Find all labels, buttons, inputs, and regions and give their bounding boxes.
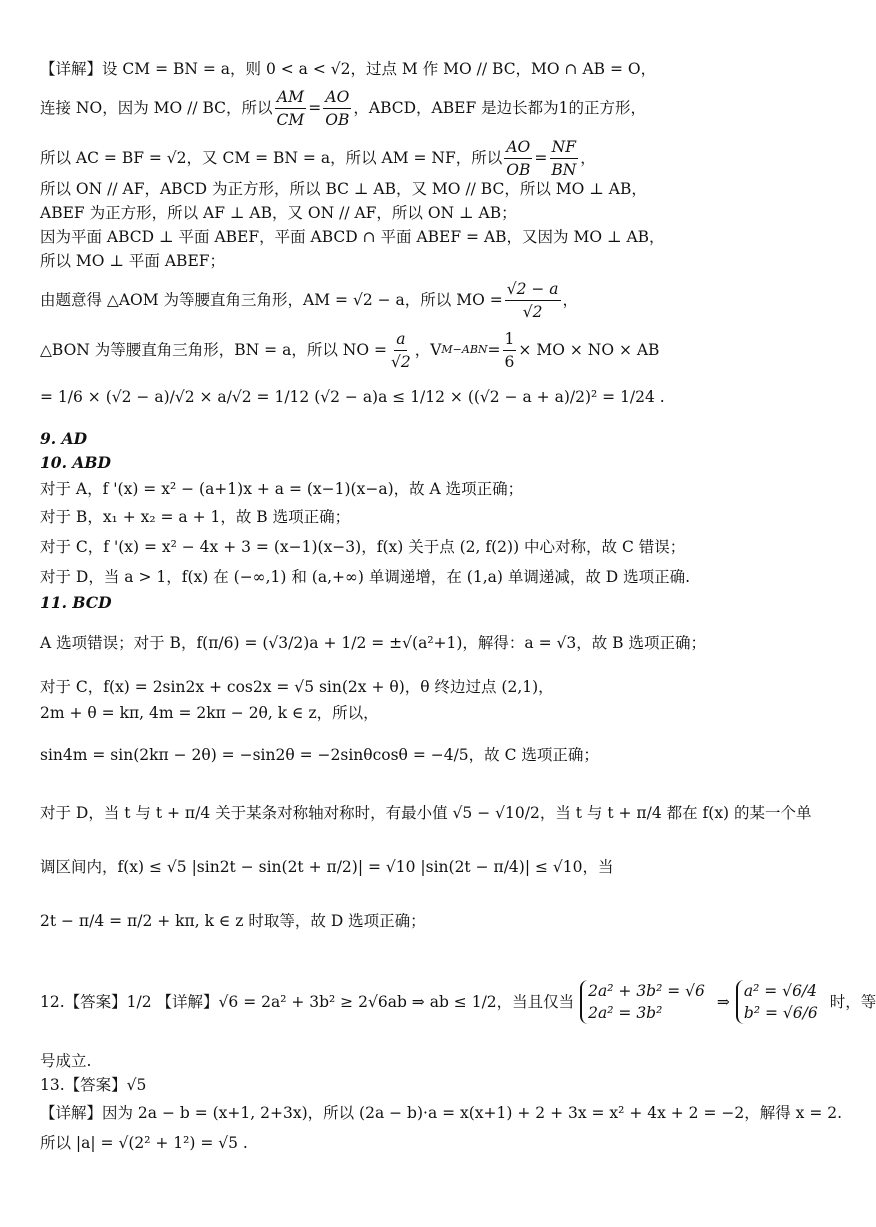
text-line: 【详解】设 CM = BN = a，则 0 < a < √2，过点 M 作 MO // BC，MO ∩ AB = O， <box>40 60 657 78</box>
text-line: 所以 |a| = √(2² + 1²) = √5 . <box>40 1134 248 1152</box>
text-line: 由题意得 △AOM 为等腰直角三角形，AM = √2 − a，所以 MO = $\frac{√2 - a}{√2}$ ， <box>40 279 579 321</box>
text-line: 【详解】因为 2a − b = (x+1, 2+3x)，所以 (2a − b)·a = x(x+1) + 2 + 3x = x² + 4x + 2 = −2，解得 x = 2. <box>40 1104 843 1122</box>
text-line: 所以 ON // AF，ABCD 为正方形，所以 BC ⊥ AB，又 MO // BC，所以 MO ⊥ AB， <box>40 180 647 198</box>
text-line: = 1/6 × (√2 − a)/√2 × a/√2 = 1/12 (√2 − a)a ≤ 1/12 × ((√2 − a + a)/2)² = 1/24 . <box>40 388 665 406</box>
text-line: 2t − π/4 = π/2 + kπ, k ∈ z 时取等，故 D 选项正确； <box>40 912 426 930</box>
equation-system: 2a² + 3b² = √6 2a² = 3b² <box>580 980 711 1024</box>
text-line: 对于 D，当 t 与 t + π/4 关于某条对称轴对称时，有最小值 √5 − √10/2，当 t 与 t + π/4 都在 f(x) 的某一个单 <box>40 804 812 822</box>
text-line: 调区间内，f(x) ≤ √5 |sin2t − sin(2t + π/2)| = √10 |sin(2t − π/4)| ≤ √10，当 <box>40 858 614 876</box>
answer-heading: 9. AD <box>40 429 88 448</box>
text-line: A 选项错误；对于 B，f(π/6) = (√3/2)a + 1/2 = ±√(a²+1)，解得：a = √3，故 B 选项正确； <box>40 634 706 652</box>
fraction: $\frac{1}{6}$ <box>504 329 515 371</box>
text-line: 2m + θ = kπ, 4m = 2kπ − 2θ, k ∈ z，所以， <box>40 704 379 722</box>
text-line: 对于 D，当 a > 1，f(x) 在 (−∞,1) 和 (a,+∞) 单调递增，在 (1,a) 单调递减，故 D 选项正确. <box>40 568 691 586</box>
fraction: $\frac{AO}{OB}$ <box>506 137 531 179</box>
answer-heading: 11. BCD <box>40 593 112 612</box>
text-line: 对于 B，x₁ + x₂ = a + 1，故 B 选项正确； <box>40 508 351 526</box>
text-line: △BON 为等腰直角三角形，BN = a，所以 NO = $\frac{a}{√2}$ ，V M−ABN = $\frac{1}{6}$ × MO × NO × AB <box>40 329 660 371</box>
text-line: 对于 A，f '(x) = x² − (a+1)x + a = (x−1)(x−a)，故 A 选项正确； <box>40 480 524 498</box>
equation-system: a² = √6/4 b² = √6/6 <box>736 980 824 1024</box>
text-line: 12.【答案】1/2 【详解】√6 = 2a² + 3b² ≥ 2√6ab ⇒ ab ≤ 1/2，当且仅当 2a² + 3b² = √6 2a² = 3b² ⇒ a² = √6/4 b² = √6/6 时，等 <box>40 982 876 1022</box>
answer-heading: 10. ABD <box>40 453 111 472</box>
text-line: 13.【答案】√5 <box>40 1076 147 1094</box>
text-line: ABEF 为正方形，所以 AF ⊥ AB，又 ON // AF，所以 ON ⊥ AB； <box>40 204 517 222</box>
fraction: $\frac{NF}{BN}$ <box>551 137 577 179</box>
fraction: $\frac{AM}{CM}$ <box>276 87 305 129</box>
text-line: sin4m = sin(2kπ − 2θ) = −sin2θ = −2sinθcosθ = −4/5，故 C 选项正确； <box>40 746 599 764</box>
fraction: $\frac{AO}{OB}$ <box>325 87 350 129</box>
text-line: 所以 MO ⊥ 平面 ABEF； <box>40 252 226 270</box>
text-line: 对于 C，f '(x) = x² − 4x + 3 = (x−1)(x−3)，f(x) 关于点 (2, f(2)) 中心对称，故 C 错误； <box>40 538 686 556</box>
text-line: 对于 C，f(x) = 2sin2x + cos2x = √5 sin(2x + θ)，θ 终边过点 (2,1)， <box>40 678 554 696</box>
text-line: 号成立. <box>40 1052 92 1070</box>
text-line: 连接 NO，因为 MO // BC，所以 $\frac{AM}{CM}$ = $\frac{AO}{OB}$ ，ABCD，ABEF 是边长都为1的正方形， <box>40 87 646 129</box>
text-line: 所以 AC = BF = √2，又 CM = BN = a，所以 AM = NF，所以 $\frac{AO}{OB}$ = $\frac{NF}{BN}$ ， <box>40 137 596 179</box>
fraction: $\frac{√2 - a}{√2}$ <box>506 279 559 321</box>
fraction: $\frac{a}{√2}$ <box>390 329 411 371</box>
text-line: 因为平面 ABCD ⊥ 平面 ABEF，平面 ABCD ∩ 平面 ABEF = AB，又因为 MO ⊥ AB， <box>40 228 665 246</box>
